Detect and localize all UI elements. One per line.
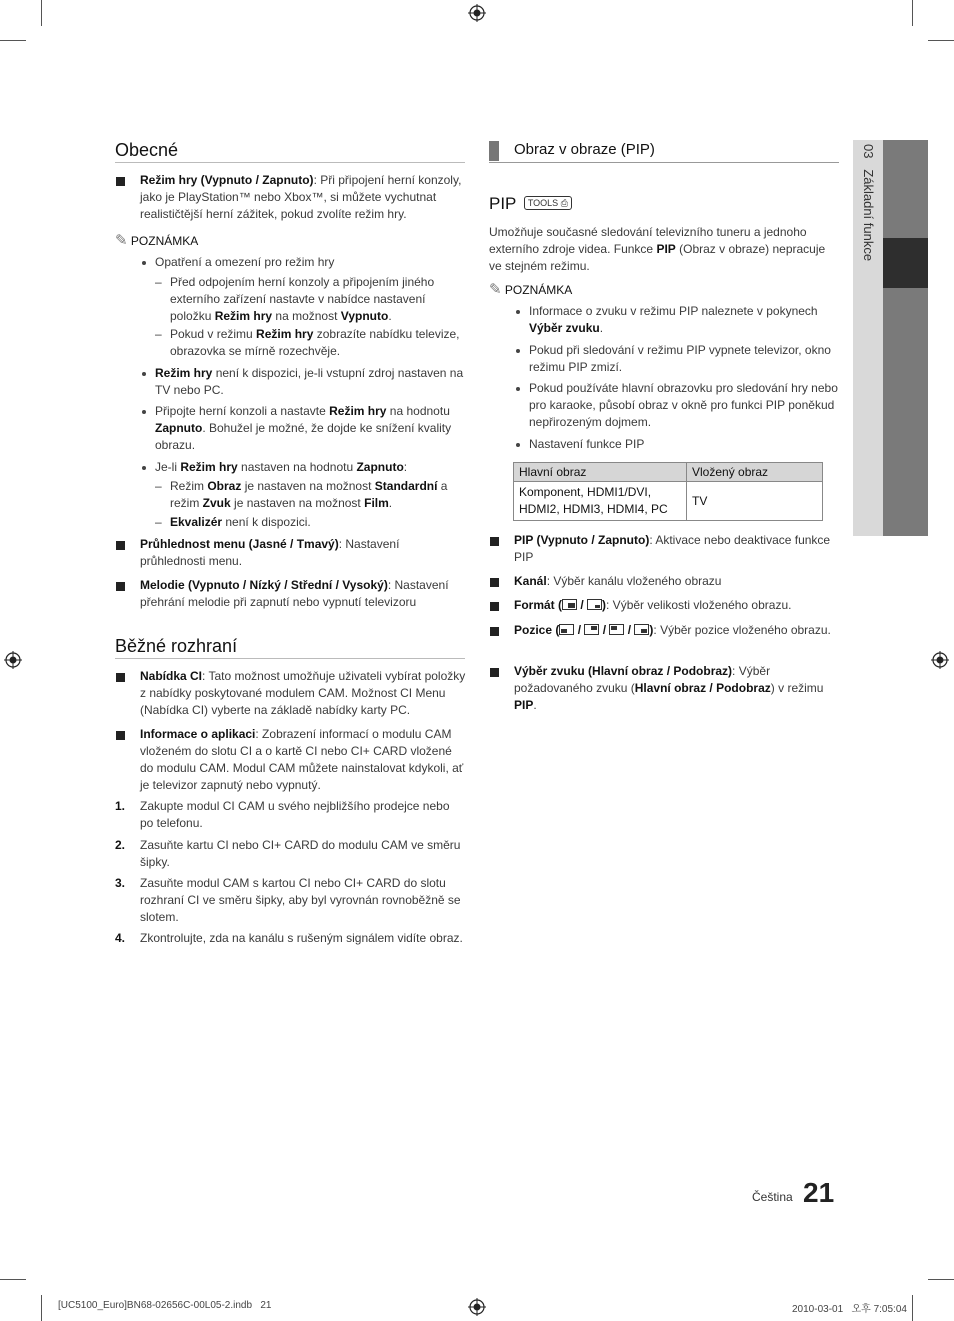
note-item: Pokud při sledování v režimu PIP vypnete televizor, okno režimu PIP zmizí. [529, 343, 831, 374]
note-item: Pokud používáte hlavní obrazovku pro sledování hry nebo pro karaoke, působí obraz v okně pro funkci PIP poněkud nepřirozeným dojmem. [529, 381, 838, 429]
position-bottom-right-icon [634, 624, 649, 635]
step-number: 3. [115, 876, 126, 890]
note-subitem: Režim Obraz je nastaven na možnost Standardní a režim Zvuk je nastaven na možnost Film. [170, 479, 448, 510]
side-tab-dark [883, 140, 928, 536]
paragraph-kanal: Kanál: Výběr kanálu vloženého obrazu [514, 574, 722, 588]
bullet-square [490, 537, 499, 546]
step-number: 1. [115, 799, 126, 813]
crop-mark [0, 40, 26, 41]
paragraph-pozice: Pozice ( / / / ): Výběr pozice vloženého obrazu. [514, 623, 831, 637]
dash-marker: – [155, 275, 162, 289]
note-item: Režim hry není k dispozici, je-li vstupní zdroj nastaven na TV nebo PC. [155, 366, 464, 397]
dash-marker: – [155, 479, 162, 493]
paragraph-nabidka-ci: Nabídka CI: Tato možnost umožňuje uživateli vybírat položky z nabídky poskytované modulem CAM. Možnost CI Menu (Nabídka CI) vyberte na základě nabídky karty PC. [140, 669, 466, 717]
crop-mark [928, 1279, 954, 1280]
note-subitem: Pokud v režimu Režim hry zobrazíte nabídku televize, obrazovka se mírně rozechvěje. [170, 327, 460, 358]
bullet-square [116, 541, 125, 550]
print-timestamp: 2010-03-01 오후 7:05:04 [792, 1304, 907, 1315]
paragraph-informace-aplikace: Informace o aplikaci: Zobrazení informací o modulu CAM vloženém do slotu CI a o kartě CI nebo CI+ CARD vložené do modulu CAM. Modul CAM můžete nainstalovat kdykoli, ať je televizor zapnutý nebo vypnutý. [140, 727, 464, 792]
bullet-dot [142, 466, 146, 470]
bullet-square [490, 578, 499, 587]
print-file-info: [UC5100_Euro]BN68-02656C-00L05-2.indb 21 [58, 1300, 272, 1311]
dash-marker: – [155, 327, 162, 341]
page-number: 21 [803, 1177, 835, 1208]
note-heading: ✎ POZNÁMKA [489, 281, 573, 298]
paragraph-vyber-zvuku: Výběr zvuku (Hlavní obraz / Podobraz): Výběr požadovaného zvuku (Hlavní obraz / Podobraz) v režimu PIP. [514, 664, 824, 712]
section-title-pip: Obraz v obraze (PIP) [514, 141, 655, 158]
paragraph-pruhlednost: Průhlednost menu (Jasné / Tmavý): Nastavení průhlednosti menu. [140, 537, 400, 568]
dash-marker: – [155, 515, 162, 529]
bullet-dot [516, 349, 520, 353]
table-header-cell: Hlavní obraz [514, 463, 687, 482]
crop-mark [928, 40, 954, 41]
paragraph-melodie: Melodie (Vypnuto / Nízký / Střední / Vysoký): Nastavení přehrání melodie při zapnutí nebo vypnutí televizoru [140, 578, 449, 609]
footer-language: Čeština [752, 1190, 793, 1204]
paragraph-format: Formát ( / ): Výběr velikosti vloženého obrazu. [514, 598, 792, 612]
section-rule [489, 162, 839, 163]
side-tab-label: 03 Základní funkce [861, 144, 876, 262]
pip-heading: PIP TOOLS ⎙ [489, 194, 572, 214]
note-item: Nastavení funkce PIP [529, 437, 645, 451]
crop-mark [0, 1279, 26, 1280]
section-rule [115, 658, 465, 659]
section-marker [489, 141, 499, 161]
note-subitem: Ekvalizér není k dispozici. [170, 515, 311, 529]
bullet-square [490, 627, 499, 636]
pip-intro: Umožňuje současné sledování televizního tuneru a jednoho externího zdroje videa. Funkce PIP (Obraz v obraze) nepracuje ve stejném režimu. [489, 225, 826, 273]
position-bottom-left-icon [559, 624, 574, 635]
bullet-dot [142, 372, 146, 376]
position-top-left-icon [609, 624, 624, 635]
bullet-square [490, 602, 499, 611]
section-title-bezne-rozhrani: Běžné rozhraní [115, 636, 238, 656]
registration-mark-icon [468, 1298, 486, 1316]
note-item: Je-li Režim hry nastaven na hodnotu Zapnuto: [155, 460, 408, 474]
step-number: 2. [115, 838, 126, 852]
bullet-dot [142, 261, 146, 265]
format-small-icon [587, 599, 602, 610]
section-rule [115, 162, 465, 163]
bullet-dot [516, 310, 520, 314]
step-number: 4. [115, 931, 126, 945]
position-top-right-icon [584, 624, 599, 635]
step-text: Zkontrolujte, zda na kanálu s rušeným signálem vidíte obraz. [140, 931, 463, 945]
table-cell: TV [687, 482, 823, 521]
paragraph-rezim-hry: Režim hry (Vypnuto / Zapnuto): Při připojení herní konzoly, jako je PlayStation™ nebo Xbox™, si můžete vychutnat realističtější herní zážitek, pokud zvolíte režim hry. [140, 173, 462, 221]
table-row [514, 482, 823, 521]
registration-mark-icon [4, 651, 22, 669]
bullet-square [116, 673, 125, 682]
pencil-icon: ✎ [489, 281, 502, 298]
note-item: Opatření a omezení pro režim hry [155, 255, 335, 269]
step-text: Zasuňte modul CAM s kartou CI nebo CI+ CARD do slotu rozhraní CI ve směru šipky, aby byl vyrovnán rovnoběžně se slotem. [140, 876, 461, 924]
side-tab-marker [883, 238, 928, 288]
note-heading: ✎ POZNÁMKA [115, 232, 199, 249]
format-large-icon [562, 599, 577, 610]
bullet-square [116, 582, 125, 591]
registration-mark-icon [468, 4, 486, 22]
pip-settings-table [513, 462, 823, 521]
paragraph-pip-onoff: PIP (Vypnuto / Zapnuto): Aktivace nebo deaktivace funkce PIP [514, 533, 831, 564]
note-subitem: Před odpojením herní konzoly a připojením jiného externího zařízení nastavte v nabídce nastavení položku Režim hry na možnost Vypnuto. [170, 275, 435, 323]
crop-mark [41, 1295, 42, 1321]
crop-mark [912, 1295, 913, 1321]
note-item: Informace o zvuku v režimu PIP naleznete v pokynech Výběr zvuku. [529, 304, 818, 335]
registration-mark-icon [931, 651, 949, 669]
table-header-row [514, 463, 823, 482]
tools-icon: ⎙ [560, 198, 568, 208]
bullet-square [490, 668, 499, 677]
bullet-square [116, 731, 125, 740]
bullet-dot [516, 443, 520, 447]
bullet-square [116, 177, 125, 186]
crop-mark [912, 0, 913, 26]
bullet-dot [516, 387, 520, 391]
table-cell: Komponent, HDMI1/DVI, HDMI2, HDMI3, HDMI4, PC [514, 482, 687, 521]
tools-badge: TOOLS ⎙ [524, 196, 572, 210]
pencil-icon: ✎ [115, 232, 128, 249]
step-text: Zakupte modul CI CAM u svého nejbližšího prodejce nebo po telefonu. [140, 799, 450, 830]
crop-mark [41, 0, 42, 26]
table-header-cell: Vložený obraz [687, 463, 823, 482]
bullet-dot [142, 410, 146, 414]
section-title-obecne: Obecné [115, 140, 179, 160]
step-text: Zasuňte kartu CI nebo CI+ CARD do modulu CAM ve směru šipky. [140, 838, 461, 869]
note-item: Připojte herní konzoli a nastavte Režim hry na hodnotu Zapnuto. Bohužel je možné, že dojde ke snížení kvality obrazu. [155, 404, 452, 452]
